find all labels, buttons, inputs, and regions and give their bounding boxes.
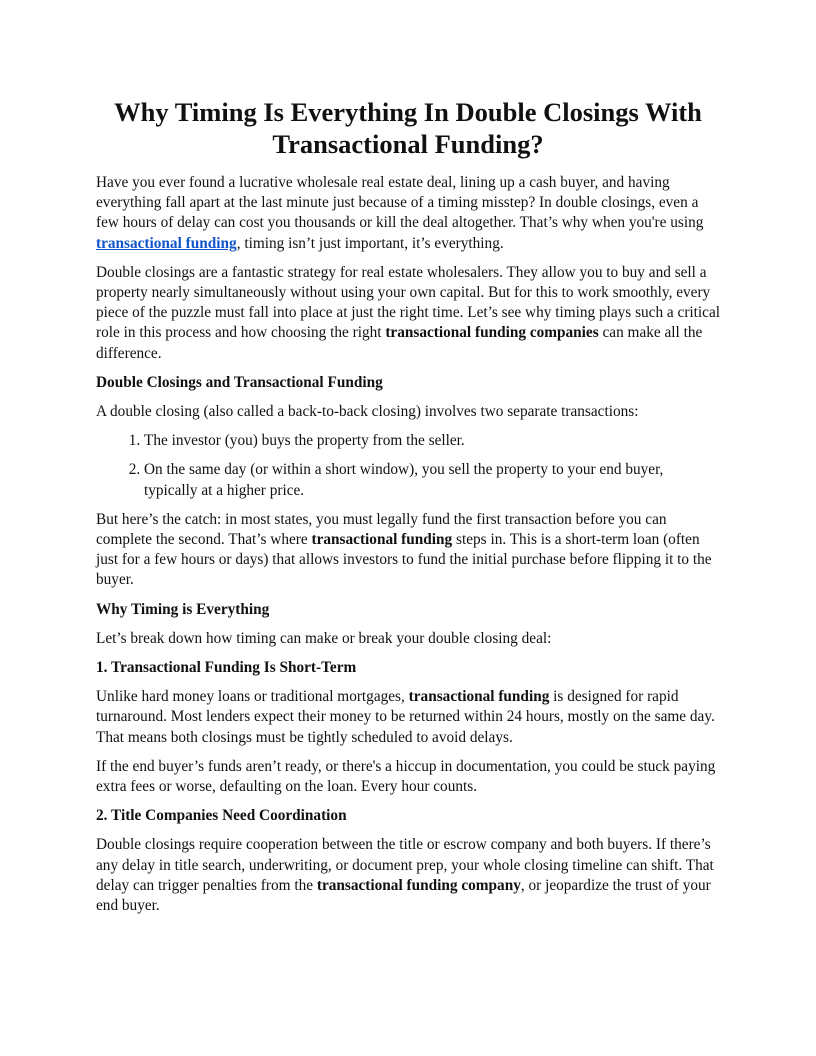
list-item: 2. On the same day (or within a short window), you sell the property to your end buyer, typically at a higher price. (144, 460, 720, 500)
section3-text-a: Unlike hard money loans or traditional mortgages, (96, 688, 409, 706)
section4-paragraph (96, 835, 720, 916)
section1-text-b: steps in. This is a short-term loan (often just for a few hours or days) that allows investors to fund the initial purchase before flipping it to the buyer. (96, 531, 712, 589)
section4-bold: transactional funding company (316, 876, 521, 894)
intro-bold-2: transactional funding companies (385, 324, 599, 342)
document-page (96, 96, 720, 925)
section1-bold: transactional funding (311, 531, 453, 549)
list-item: 1. The investor (you) buys the property from the seller. (144, 431, 720, 451)
intro-text-1a: Have you ever found a lucrative wholesale real estate deal, lining up a cash buyer, and having everything fall apart at the last minute just because of a timing misstep? In double closings, even a few hours of delay can cost you thousands or kill the deal altogether. That’s why when you're using (96, 174, 704, 232)
section-heading-double-closings: Double Closings and Transactional Funding (96, 373, 383, 391)
section1-lead: A double closing (also called a back-to-back closing) involves two separate transactions: (96, 403, 639, 421)
section-heading-why-timing: Why Timing is Everything (96, 600, 270, 618)
section4-text-b: , or jeopardize the trust of your end buyer. (96, 876, 711, 915)
transactional-funding-link[interactable]: transactional funding (96, 234, 237, 252)
intro-text-2a: Double closings are a fantastic strategy for real estate wholesalers. They allow you to buy and sell a property nearly simultaneously without using your own capital. But for this to work smoothly, every piece of the puzzle must fall into place at just the right time. Let’s see why timing plays such a critical role in this process and how choosing the right (96, 263, 721, 342)
section4-text-a: Double closings require cooperation between the title or escrow company and both buyers. If there’s any delay in title search, underwriting, or document prep, your whole closing timeline can shift. That delay can trigger penalties from the (96, 836, 714, 894)
section-heading-short-term: 1. Transactional Funding Is Short-Term (96, 659, 357, 677)
section3-paragraph-2: If the end buyer’s funds aren’t ready, or there's a hiccup in documentation, you could be stuck paying extra fees or worse, defaulting on the loan. Every hour counts. (96, 757, 716, 796)
section1-paragraph (96, 510, 720, 591)
intro-text-1b: , timing isn’t just important, it’s everything. (236, 234, 504, 252)
page-title: Why Timing Is Everything In Double Closings With Transactional Funding? (114, 97, 702, 159)
section3-bold: transactional funding (408, 688, 550, 706)
intro-paragraph-1 (96, 173, 720, 254)
transaction-steps-list (96, 431, 720, 501)
intro-text-2b: can make all the difference. (96, 324, 703, 362)
intro-paragraph-2 (96, 263, 720, 364)
section1-text-a: But here’s the catch: in most states, you must legally fund the first transaction before you can complete the second. That’s where (96, 510, 667, 549)
section3-text-b: is designed for rapid turnaround. Most lenders expect their money to be returned within 24 hours, mostly on the same day. That means both closings must be tightly scheduled to avoid delays. (96, 688, 715, 746)
section-heading-title-companies: 2. Title Companies Need Coordination (96, 807, 347, 825)
section2-lead: Let’s break down how timing can make or break your double closing deal: (96, 629, 552, 647)
section3-paragraph-1 (96, 687, 720, 748)
